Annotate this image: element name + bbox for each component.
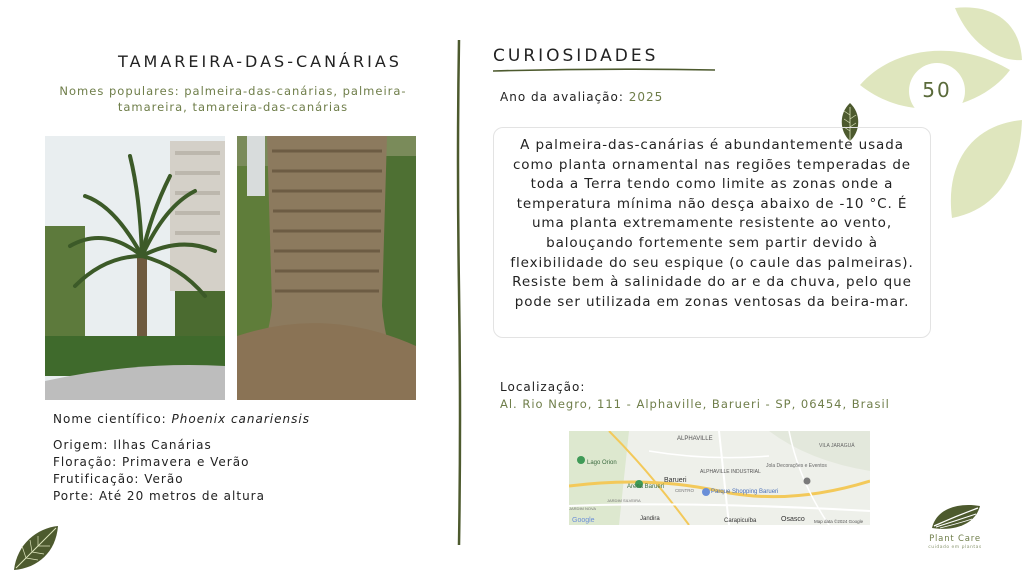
map-label-vila-jaragua: VILA JARAGUÁ [819,443,855,449]
size: Porte: Até 20 metros de altura [53,489,265,503]
palm-trunk-photo [237,136,416,400]
map-label-osasco: Osasco [781,516,805,523]
map-label-jardim-silveira: JARDIM SILVEIRA [607,498,641,503]
page-number: 50 [922,78,952,102]
leaf-icon [12,524,60,572]
popular-names: Nomes populares: palmeira-das-canárias, palmeira-tamareira, tamareira-das-canárias [59,84,407,114]
brand-tagline: cuidado em plantas [928,545,982,550]
map-label-carapicuiba: Carapicuíba [724,518,757,524]
map-label-jola: Jola Decorações e Eventos [766,463,827,469]
title-underline [493,66,715,74]
scientific-name: Phoenix canariensis [171,412,310,426]
scientific-name-line [53,411,310,428]
curiosities-text: A palmeira-das-canárias é abundantemente usada como planta ornamental nas regiões temperadas de toda a Terra tendo como limite as zonas onde a temperatura mínima não desça abaixo de -10 °C. É uma planta extremamente resistente ao vento, balouçando fortemente sem partir devido à flexibilidade do seu espique (o caule das palmeiras). Resiste bem à salinidade do ar e da chuva, pelo que pode ser utilizada em zonas ventosas da beira-mar. [510,137,914,310]
map-label-lago: Lago Orion [587,460,617,466]
map-label-jandira: Jandira [640,516,660,522]
year-label: Ano da avaliação: [500,90,629,104]
plant-title: TAMAREIRA-DAS-CANÁRIAS [118,52,402,71]
scientific-name-label: Nome científico: [53,412,172,426]
origin: Origem: Ilhas Canárias [53,438,212,452]
palm-tree-photo [45,136,225,400]
google-logo: Google [572,517,595,524]
map-label-arena: Arena Barueri [627,484,665,490]
map-attribution: Map data ©2024 Google [814,519,864,524]
location-address[interactable]: Al. Rio Negro, 111 - Alphaville, Barueri - SP, 06454, Brasil [500,397,890,411]
vertical-divider [456,40,462,545]
map-label-jardim-nova: JARDIM NOVA [569,506,597,511]
map-label-parque: Parque Shopping Barueri [711,489,779,495]
year-value: 2025 [628,90,664,104]
map-label-barueri: Barueri [664,477,687,484]
flowering: Floração: Primavera e Verão [53,455,250,469]
map-label-alphaville: ALPHAVILLE [677,436,713,442]
fruiting: Frutificação: Verão [53,472,184,486]
plant-info [53,411,310,505]
curiosities-title: CURIOSIDADES [493,46,659,66]
brand-name: Plant Care [929,534,981,544]
location-map[interactable] [569,431,870,525]
evaluation-year [500,90,663,104]
map-label-centro: CENTRO [675,488,694,493]
location-label: Localização: [500,380,586,394]
map-label-alphaville-industrial: ALPHAVILLE INDUSTRIAL [700,469,761,475]
